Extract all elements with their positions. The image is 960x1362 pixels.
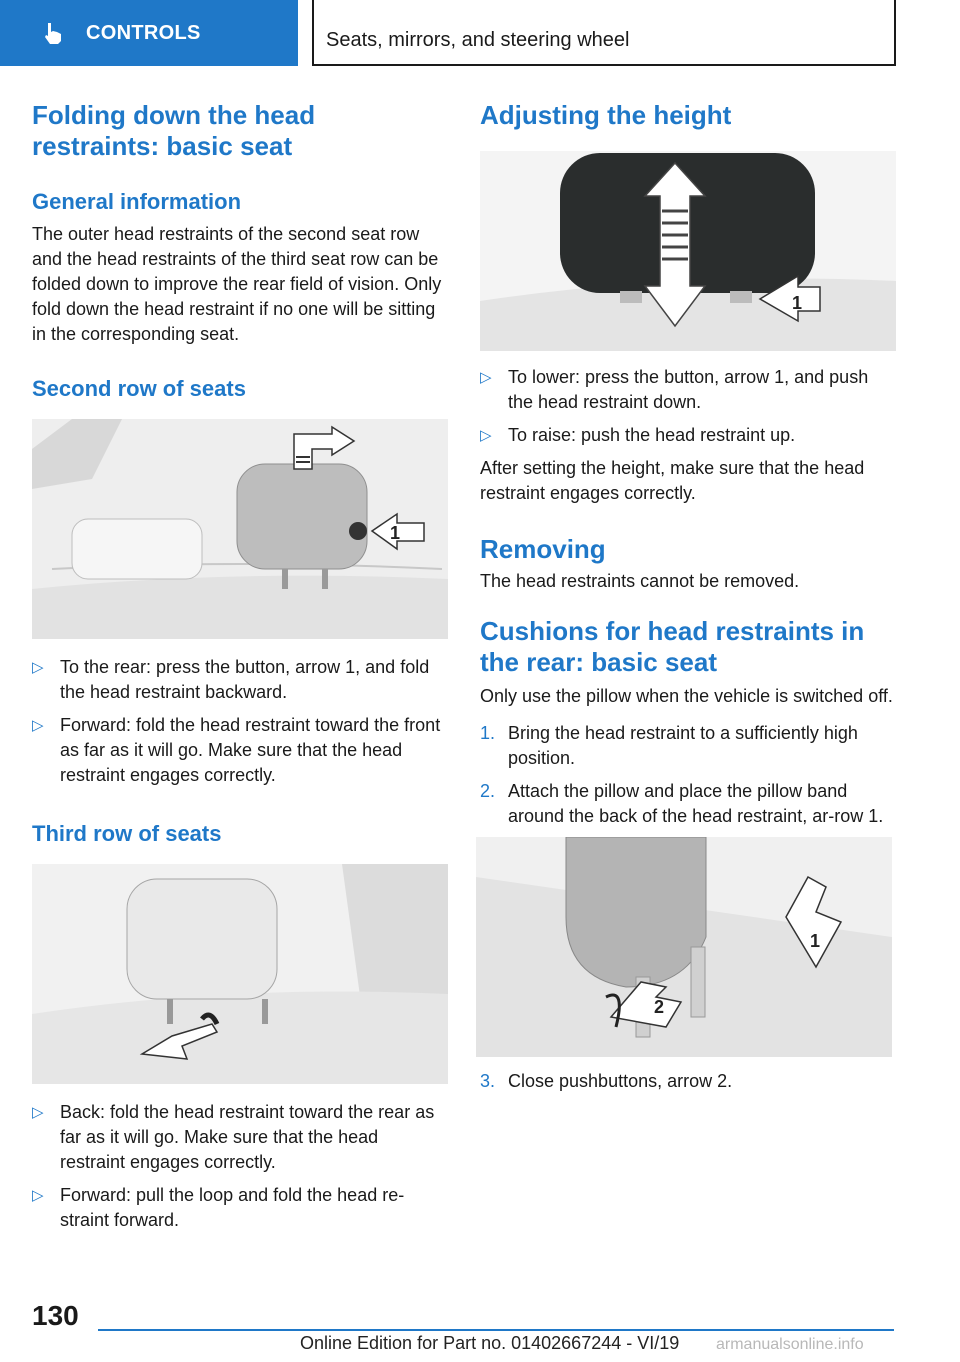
list-item: ▷ Back: fold the head restraint toward the rear as far as it will go. Make sure that the head restraint engages correctly. [32,1102,435,1172]
bullet-arrow-icon: ▷ [32,1104,44,1121]
figure-third-row [32,864,448,1084]
heading-removing: Removing [480,534,606,564]
list-item: ▷ To lower: press the button, arrow 1, and push the head restraint down. [480,367,869,412]
hand-pointer-icon [40,20,66,46]
cushions-text: Only use the pillow when the vehicle is switched off. [480,686,893,706]
figure-label-2: 2 [654,997,665,1017]
removing-text: The head restraints cannot be removed. [480,571,800,591]
left-column [32,100,448,1241]
adjusting-list [480,365,896,448]
step-number: 2. [480,781,496,801]
bullet-arrow-icon: ▷ [32,1187,44,1204]
cushion-steps-continued [480,1069,896,1094]
edition-text: Online Edition for Part no. 01402667244 - VI/19 [300,1333,680,1353]
figure-label-1: 1 [810,931,821,951]
bullet-arrow-icon: ▷ [32,717,44,734]
figure-label-1: 1 [390,523,401,543]
cushion-steps [480,721,896,829]
chapter-title: Seats, mirrors, and steering wheel [326,29,630,51]
list-item: ▷ Forward: fold the head restraint toward the front as far as it will go. Make sure that the head restraint engages correctly. [32,715,441,785]
heading-adjusting-height: Adjusting the height [480,100,732,130]
bullet-arrow-icon: ▷ [32,659,44,676]
footer-divider [98,1329,894,1331]
heading-third-row: Third row of seats [32,821,222,846]
bullet-arrow-icon: ▷ [480,427,492,444]
step-number: 3. [480,1071,496,1091]
step-number: 1. [480,723,496,743]
header-divider-right [894,0,896,66]
page-number: 130 [32,1300,79,1331]
list-item: ▷ Forward: pull the loop and fold the head re‐straint forward. [32,1185,405,1230]
section-tab[interactable] [0,0,298,66]
list-item: 1. Bring the head restraint to a sufficiently high position. [480,723,858,768]
general-information-text: The outer head restraints of the second seat row and the head restraints of the third seat row can be folded down to improve the rear field of vision. Only fold down the head restraint if no one will be sitting in the corresponding seat. [32,224,442,344]
header-underline [312,64,896,66]
heading-second-row: Second row of seats [32,376,246,401]
list-item: 2. Attach the pillow and place the pillow band around the back of the head restraint, ar‐row 1. [480,781,884,826]
figure-label-1: 1 [792,293,803,313]
heading-general-information: General information [32,189,242,214]
list-item: ▷ To the rear: press the button, arrow 1, and fold the head restraint backward. [32,657,430,702]
third-row-list [32,1100,448,1233]
heading-cushions: Cushions for head restraints in the rear: basic seat [480,616,865,677]
figure-cushion [476,837,892,1057]
right-column [480,100,896,1102]
section-label: CONTROLS [86,21,201,44]
watermark: armanualsonline.info [716,1336,864,1353]
figure-second-row [32,419,448,639]
heading-folding-down: Folding down the head restraints: basic seat [32,100,316,161]
bullet-arrow-icon: ▷ [480,369,492,386]
list-item: ▷ To raise: push the head restraint up. [480,423,896,448]
figure-adjusting-height [480,151,896,351]
header-divider [312,0,314,66]
list-item: 3. Close pushbuttons, arrow 2. [480,1069,896,1094]
second-row-list [32,655,448,788]
adjusting-text: After setting the height, make sure that the head restraint engages correctly. [480,458,865,503]
